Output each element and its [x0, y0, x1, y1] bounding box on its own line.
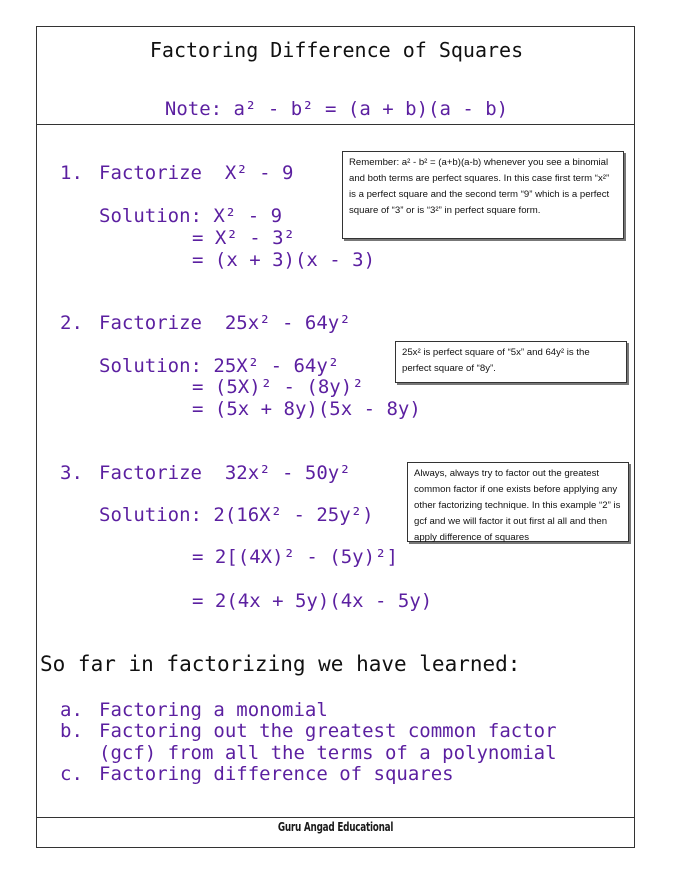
summary-heading: So far in factorizing we have learned: [40, 652, 521, 676]
problem-2-callout: 25x² is perfect square of “5x” and 64y² is the perfect square of “8y”. [395, 341, 627, 383]
summary-item-a-marker: a. [60, 699, 83, 721]
problem-3-step-3: = 2(4x + 5y)(4x - 5y) [192, 590, 433, 612]
problem-2-task: Factorize 25x² - 64y² [99, 312, 351, 334]
problem-2-step-2: = (5X)² - (8y)² [192, 376, 364, 398]
problem-2-number: 2. [60, 312, 83, 334]
page-title: Factoring Difference of Squares [149, 38, 524, 62]
problem-3-number: 3. [60, 462, 83, 484]
problem-3-task: Factorize 32x² - 50y² [99, 462, 351, 484]
problem-1-number: 1. [60, 162, 83, 184]
summary-item-b-text-2: (gcf) from all the terms of a polynomial [99, 742, 557, 764]
summary-item-b-marker: b. [60, 720, 83, 742]
problem-3-step-2: = 2[(4X)² - (5y)²] [192, 546, 398, 568]
problem-1-step-3: = (x + 3)(x - 3) [192, 249, 376, 271]
problem-1-task: Factorize X² - 9 [99, 162, 294, 184]
problem-2-solution: Solution: 25X² - 64y² [99, 355, 340, 377]
problem-2-step-3: = (5x + 8y)(5x - 8y) [192, 398, 421, 420]
problem-3-solution: Solution: 2(16X² - 25y²) [99, 504, 374, 526]
footer-credit: Guru Angad Educational [277, 820, 394, 834]
summary-item-c-marker: c. [60, 763, 83, 785]
formula-note: Note: a² - b² = (a + b)(a - b) [164, 98, 509, 120]
footer-divider [36, 817, 635, 818]
problem-1-callout: Remember: a² - b² = (a+b)(a-b) whenever you see a binomial and both terms are perfect squares. In this case first term “x²” is a perfect square and the second term “9” which is a perfect square of “3” or is “3²” in perfect square form. [342, 151, 624, 239]
summary-item-b-text-1: Factoring out the greatest common factor [99, 720, 557, 742]
summary-item-c-text: Factoring difference of squares [99, 763, 454, 785]
problem-1-step-2: = X² - 3² [192, 227, 295, 249]
problem-3-callout: Always, always try to factor out the greatest common factor if one exists before applying any other factorizing technique. In this example “2” is gcf and we will factor it out first al all and then apply difference of squares [407, 462, 629, 542]
header-divider [36, 124, 635, 125]
summary-item-a-text: Factoring a monomial [99, 699, 328, 721]
problem-1-solution: Solution: X² - 9 [99, 205, 283, 227]
